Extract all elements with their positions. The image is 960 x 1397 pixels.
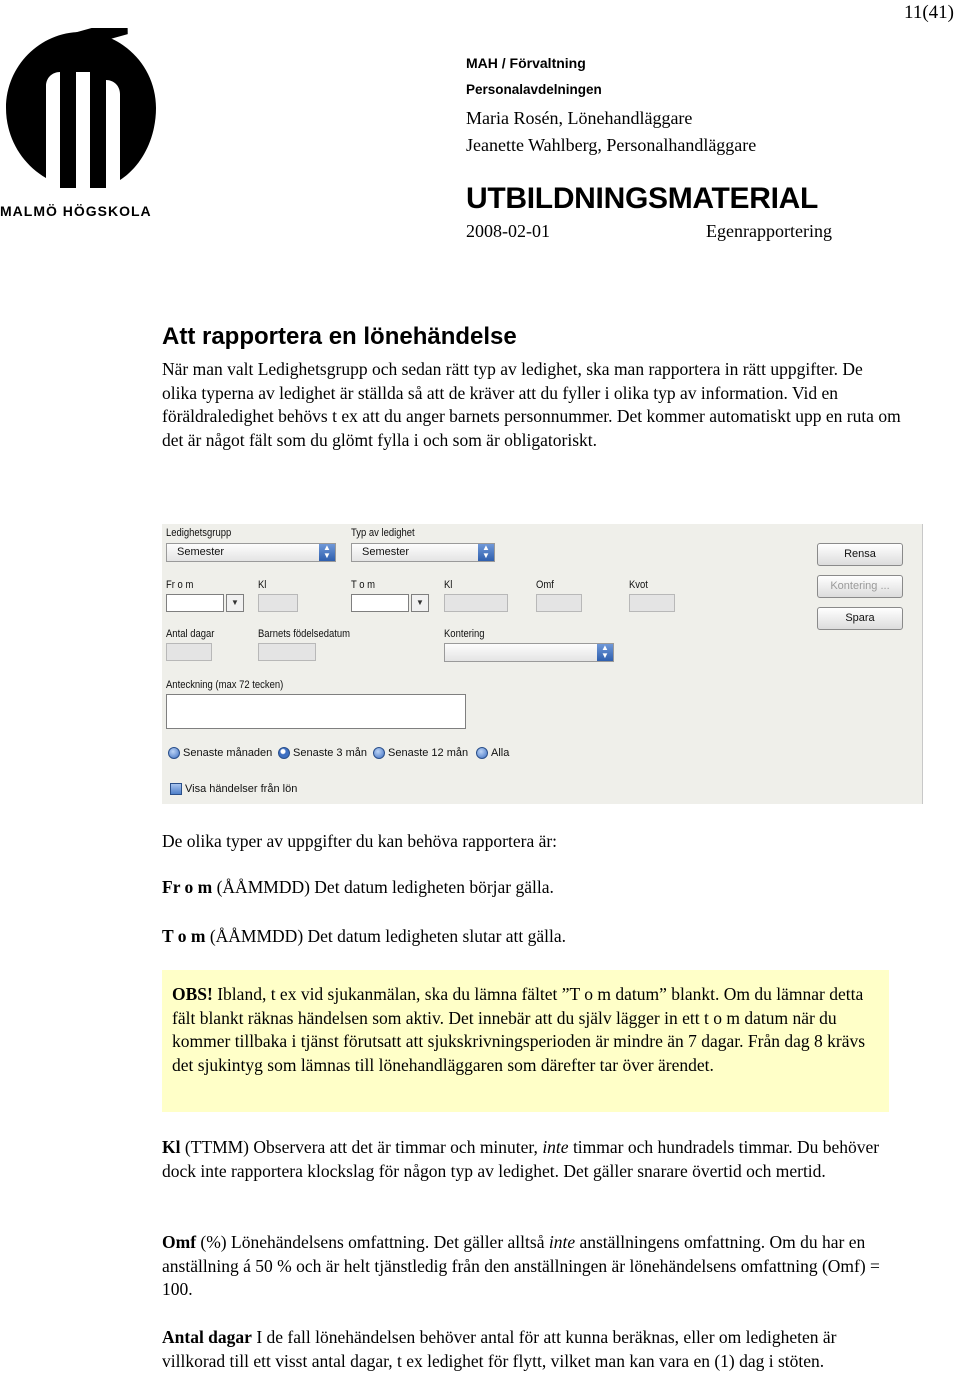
rensa-button[interactable]: Rensa (817, 543, 903, 566)
antal-input[interactable] (166, 643, 212, 661)
anteckning-input[interactable] (166, 694, 466, 729)
document-date: 2008-02-01 (466, 221, 550, 241)
radio-senaste-manaden[interactable]: Senaste månaden (168, 747, 272, 759)
logo-wordmark: MALMÖ HÖGSKOLA (0, 203, 152, 219)
header-org: MAH / Förvaltning (466, 55, 586, 71)
malmo-hogskola-logo-icon (0, 28, 162, 198)
ledighetsgrupp-select[interactable]: Semester ▲ ▼ (166, 543, 336, 562)
spara-button[interactable]: Spara (817, 607, 903, 630)
tom-definition: T o m (ÅÅMMDD) Det datum ledigheten slutar att gälla. (162, 926, 567, 946)
kl2-label: Kl (444, 579, 453, 591)
barnets-label: Barnets födelsedatum (258, 628, 351, 640)
antal-label: Antal dagar (166, 628, 215, 640)
kontering-button[interactable]: Kontering ... (817, 575, 903, 598)
barnets-input[interactable] (258, 643, 316, 661)
checkbox-icon (170, 783, 182, 795)
obs-note: OBS! Ibland, t ex vid sjukanmälan, ska du lämna fältet ”T o m datum” blankt. Om du lämnar detta fält blankt räknas händelsen som aktiv. Det innebär att du själv lägger in ett t o m datum när du kommer tillbaka i tjänst förutsatt att sjukskrivningsperioden är mindre än 7 dagar. Från dag 8 krävs det sjukintyg som lämnas till lönehandläggaren som därefter tar över ärendet. (162, 970, 889, 1112)
form-screenshot (162, 524, 923, 804)
omf-label: Omf (536, 579, 554, 591)
tom-label: T o m (351, 579, 376, 591)
header-person-2: Jeanette Wahlberg, Personalhandläggare (466, 135, 757, 155)
types-intro: De olika typer av uppgifter du kan behöva rapportera är: (162, 831, 558, 851)
omf-input[interactable] (536, 594, 582, 612)
section-heading: Att rapportera en lönehändelse (162, 323, 517, 350)
radio-icon (476, 747, 488, 759)
kontering-label: Kontering (444, 628, 485, 640)
radio-alla[interactable]: Alla (476, 747, 509, 759)
kl1-input[interactable] (258, 594, 298, 612)
omf-definition: Omf (%) Lönehändelsens omfattning. Det gäller alltså inte anställningens omfattning. Om du har en anställning á 50 % och är helt tjänstledig från den anställningen är lönehändelsens omfattning (Omf) = 100. (162, 1232, 880, 1300)
kl2-input[interactable] (444, 594, 508, 612)
radio-icon (373, 747, 385, 759)
chevron-down-icon: ▲ ▼ (319, 544, 335, 561)
kl-definition: Kl (TTMM) Observera att det är timmar och minuter, inte timmar och hundradels timmar. Du behöver dock inte rapportera klockslag för någon typ av ledighet. Det gäller snarare övertid och mertid. (162, 1137, 880, 1181)
page-number: 11(41) (904, 2, 954, 23)
antal-definition: Antal dagar I de fall lönehändelsen behöver antal för att kunna beräknas, eller om ledigheten är villkorad till ett visst antal dagar, t ex ledighet för flytt, vilket man kan vara en (1) dag i stöten. (162, 1327, 837, 1371)
visa-handelser-checkbox[interactable]: Visa händelser från lön (170, 783, 297, 795)
header-person-1: Maria Rosén, Lönehandläggare (466, 108, 693, 128)
kvot-label: Kvot (629, 579, 648, 591)
radio-senaste-3-man[interactable]: Senaste 3 mån (278, 747, 367, 759)
ledighetsgrupp-label: Ledighetsgrupp (166, 527, 232, 539)
kvot-input[interactable] (629, 594, 675, 612)
chevron-down-icon: ▲ ▼ (597, 644, 613, 661)
kontering-select[interactable] (444, 643, 614, 662)
radio-senaste-12-man[interactable]: Senaste 12 mån (373, 747, 468, 759)
from-definition: Fr o m (ÅÅMMDD) Det datum ledigheten börjar gälla. (162, 877, 554, 897)
from-label: Fr o m (166, 579, 194, 591)
kl1-label: Kl (258, 579, 267, 591)
radio-selected-icon (278, 747, 290, 759)
tom-date-dropdown-icon[interactable]: ▼ (411, 594, 429, 612)
anteckning-label: Anteckning (max 72 tecken) (166, 679, 284, 691)
from-date-dropdown-icon[interactable]: ▼ (226, 594, 244, 612)
tom-date-input[interactable] (351, 594, 409, 612)
document-title: UTBILDNINGSMATERIAL (466, 182, 819, 215)
chevron-down-icon: ▲ ▼ (478, 544, 494, 561)
header-dept: Personalavdelningen (466, 82, 602, 97)
radio-icon (168, 747, 180, 759)
from-date-input[interactable] (166, 594, 224, 612)
intro-paragraph: När man valt Ledighetsgrupp och sedan rätt typ av ledighet, ska man rapportera in rätt uppgifter. De olika typerna av ledighet är ställda så att de kräver att du fyller i olika typ av information. Vid en föräldraledighet behövs t ex att du anger barnets personnummer. Det kommer automatiskt upp en ruta om det är något fält som du glömt fylla i och som är obligatoriskt. (162, 359, 901, 451)
document-type: Egenrapportering (706, 221, 832, 241)
typ-label: Typ av ledighet (351, 527, 415, 539)
typ-select[interactable]: Semester ▲ ▼ (351, 543, 495, 562)
